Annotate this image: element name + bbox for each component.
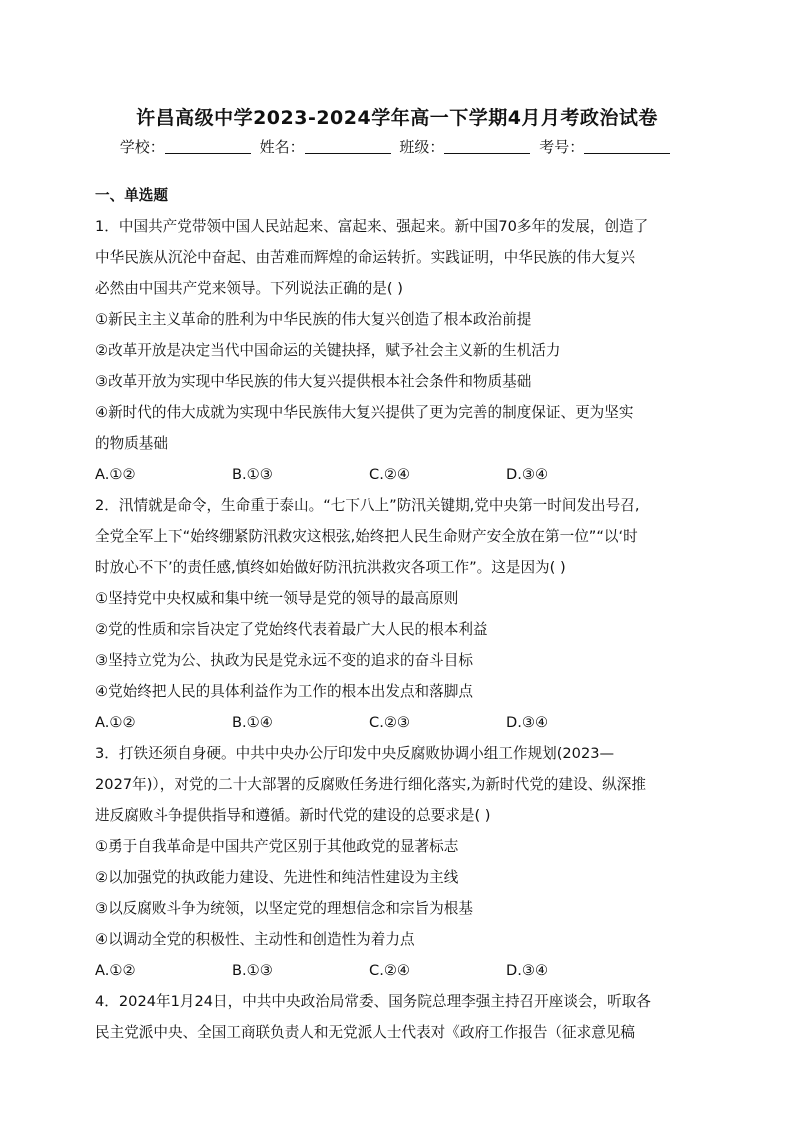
question-stem-line: 4．2024年1月24日，中共中央政治局常委、国务院总理李强主持召开座谈会，听取各 [95, 993, 651, 1010]
name-blank[interactable] [305, 139, 391, 154]
statement-option: ①坚持党中央权威和集中统一领导是党的领导的最高原则 [95, 590, 459, 607]
statement-option: ①新民主主义革命的胜利为中华民族的伟大复兴创造了根本政治前提 [95, 311, 532, 328]
section-heading: 一、单选题 [95, 187, 168, 204]
class-label: 班级： [399, 138, 445, 156]
answer-choice-b[interactable]: B.①④ [232, 714, 273, 731]
statement-option: 的物质基础 [95, 435, 168, 452]
name-label: 姓名： [259, 138, 305, 156]
class-blank[interactable] [444, 139, 530, 154]
question-2 [95, 490, 695, 738]
answer-choices [95, 955, 695, 986]
answer-choice-b[interactable]: B.①③ [232, 466, 273, 483]
question-3 [95, 738, 695, 986]
question-stem-line: 2027年)），对党的二十大部署的反腐败任务进行细化落实,为新时代党的建设、纵深推 [95, 776, 646, 793]
statement-option: ④党始终把人民的具体利益作为工作的根本出发点和落脚点 [95, 683, 473, 700]
answer-choice-b[interactable]: B.①③ [232, 962, 273, 979]
answer-choice-d[interactable]: D.③④ [506, 962, 549, 979]
question-1 [95, 211, 695, 490]
question-stem-line: 进反腐败斗争提供指导和遵循。新时代党的建设的总要求是( ) [95, 807, 491, 824]
answer-choice-d[interactable]: D.③④ [506, 714, 549, 731]
question-stem-line: 时放心不下’的责任感,慎终如始做好防汛抗洪救灾各项工作”。这是因为( ) [95, 559, 566, 576]
statement-option: ②改革开放是决定当代中国命运的关键抉择，赋予社会主义新的生机活力 [95, 342, 561, 359]
answer-choices [95, 707, 695, 738]
statement-option: ④以调动全党的积极性、主动性和创造性为着力点 [95, 931, 415, 948]
answer-choice-a[interactable]: A.①② [95, 962, 136, 979]
answer-choices [95, 459, 695, 490]
statement-option: ④新时代的伟大成就为实现中华民族伟大复兴提供了更为完善的制度保证、更为坚实 [95, 404, 634, 421]
answer-choice-a[interactable]: A.①② [95, 466, 136, 483]
statement-option: ②以加强党的执政能力建设、先进性和纯洁性建设为主线 [95, 869, 459, 886]
question-stem-line: 民主党派中央、全国工商联负责人和无党派人士代表对《政府工作报告（征求意见稿 [95, 1024, 635, 1041]
statement-option: ③改革开放为实现中华民族的伟大复兴提供根本社会条件和物质基础 [95, 373, 532, 390]
statement-option: ③以反腐败斗争为统领，以坚定党的理想信念和宗旨为根基 [95, 900, 473, 917]
question-4 [95, 986, 695, 1048]
answer-choice-c[interactable]: C.②④ [369, 466, 410, 483]
question-stem-line: 中华民族从沉沦中奋起、由苦难而辉煌的命运转折。实践证明，中华民族的伟大复兴 [95, 249, 635, 266]
answer-choice-c[interactable]: C.②④ [369, 962, 410, 979]
student-info-row [0, 136, 794, 157]
question-stem-line: 必然由中国共产党来领导。下列说法正确的是( ) [95, 280, 403, 297]
statement-option: ③坚持立党为公、执政为民是党永远不变的追求的奋斗目标 [95, 652, 473, 669]
question-stem-line: 1．中国共产党带领中国人民站起来、富起来、强起来。新中国70多年的发展，创造了 [95, 218, 649, 235]
school-blank[interactable] [165, 139, 251, 154]
statement-option: ②党的性质和宗旨决定了党始终代表着最广大人民的根本利益 [95, 621, 488, 638]
question-stem-line: 2．汛情就是命令，生命重于泰山。“七下八上”防汛关键期,党中央第一时间发出号召, [95, 497, 640, 514]
statement-option: ①勇于自我革命是中国共产党区别于其他政党的显著标志 [95, 838, 459, 855]
question-stem-line: 全党全军上下“始终绷紧防汛救灾这根弦,始终把人民生命财产安全放在第一位”“以‘时 [95, 528, 638, 545]
question-stem-line: 3．打铁还须自身硬。中共中央办公厅印发中央反腐败协调小组工作规划(2023— [95, 745, 615, 762]
page-title: 许昌高级中学2023-2024学年高一下学期4月月考政治试卷 [136, 107, 658, 129]
answer-choice-a[interactable]: A.①② [95, 714, 136, 731]
id-label: 考号： [539, 138, 585, 156]
answer-choice-d[interactable]: D.③④ [506, 466, 549, 483]
answer-choice-c[interactable]: C.②③ [369, 714, 410, 731]
question-list [95, 180, 695, 1048]
id-blank[interactable] [584, 139, 670, 154]
school-label: 学校： [119, 138, 165, 156]
